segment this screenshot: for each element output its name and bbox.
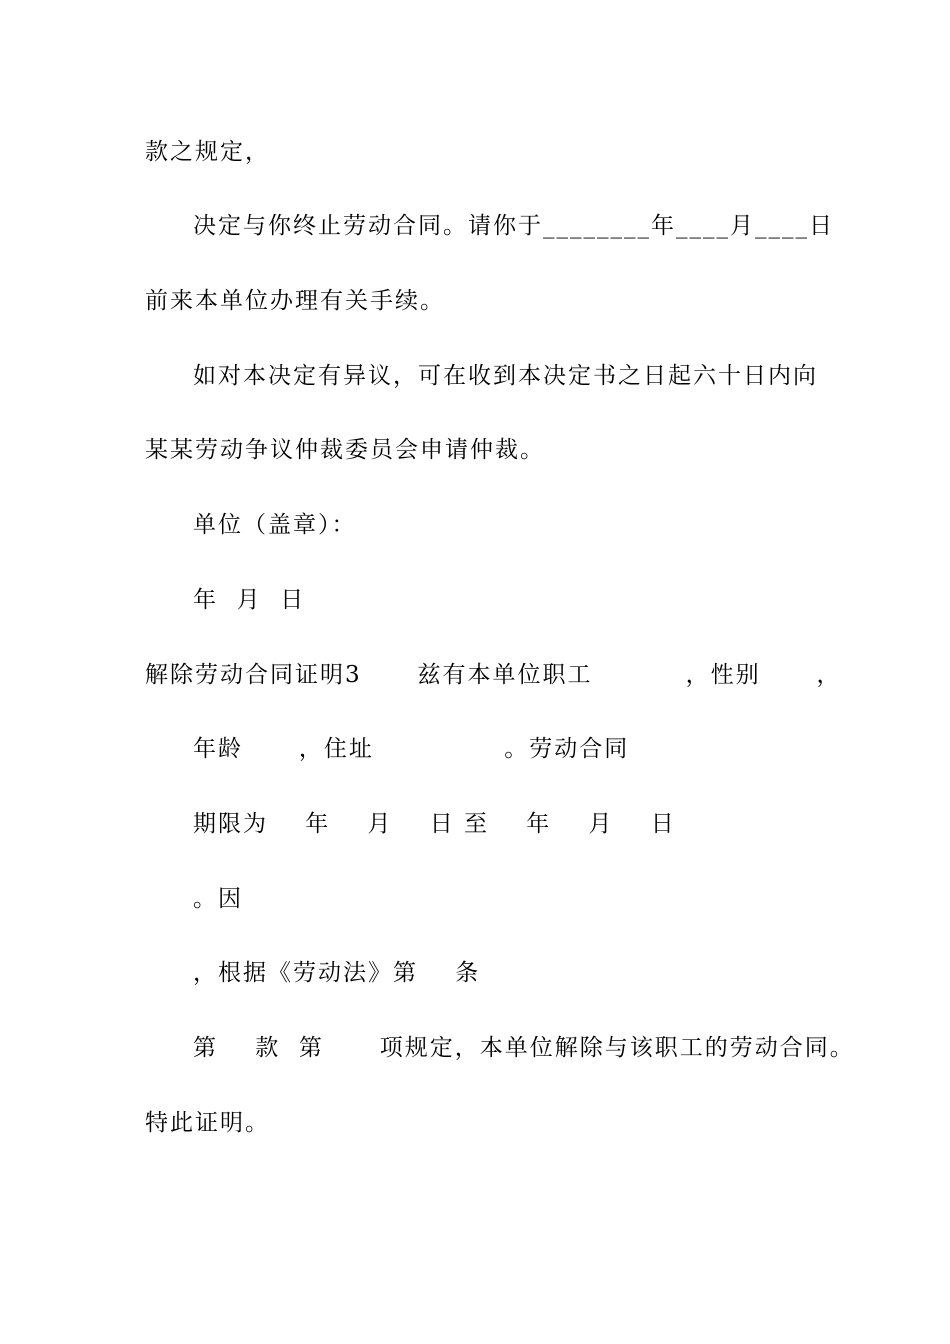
text-line-3: 前来本单位办理有关手续。	[145, 288, 445, 314]
text-line-12: ，根据《劳动法》第 条	[193, 960, 481, 986]
text-line-5: 某某劳动争议仲裁委员会申请仲裁。	[145, 437, 545, 463]
text-line-4: 如对本决定有异议，可在收到本决定书之日起六十日内向	[193, 363, 818, 389]
text-line-10: 期限为 年 月 日 至 年 月 日	[193, 811, 676, 837]
text-line-8: 解除劳动合同证明3 兹有本单位职工 ，性别 ，	[145, 662, 842, 688]
text-line-9: 年龄 ，住址 。劳动合同	[193, 736, 630, 762]
text-line-1: 款之规定，	[145, 139, 270, 165]
text-line-7: 年 月 日	[193, 587, 306, 613]
text-line-6: 单位（盖章）：	[193, 512, 357, 538]
text-line-13: 第 款 第 项规定，本单位解除与该职工的劳动合同。	[193, 1035, 855, 1061]
text-line-11: 。因	[193, 886, 243, 912]
text-line-2: 决定与你终止劳动合同。请你于________年____月____日	[193, 213, 834, 239]
text-line-14: 特此证明。	[145, 1110, 270, 1136]
